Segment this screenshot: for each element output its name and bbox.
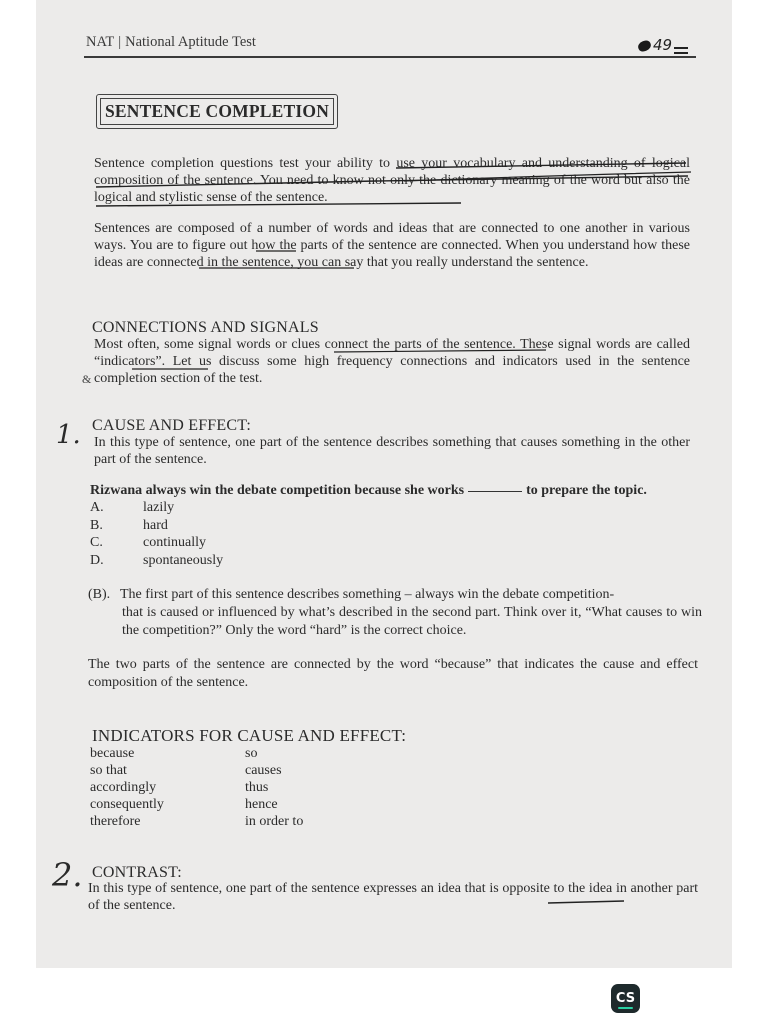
margin-number-1: 1. [56, 420, 81, 450]
scanned-page [36, 0, 732, 968]
answer-rest: that is caused or influenced by what’s described in the second part. Think over it, “What causes to win the competition?” Only the word “hard” is the correct choice. [122, 605, 702, 638]
camscanner-logo [611, 984, 640, 1013]
section-title-box [96, 94, 338, 129]
example-question [90, 483, 696, 499]
indicator-word: in order to [245, 814, 304, 829]
indicator-word: hence [245, 797, 278, 812]
summary-paragraph [88, 656, 698, 692]
running-header [86, 34, 256, 51]
indicators-left-column [90, 745, 164, 830]
intro-paragraph-1 [94, 155, 690, 206]
ink-blot-icon [637, 39, 653, 53]
indicator-word: because [90, 746, 135, 761]
indicator-word: so that [90, 763, 127, 778]
answer-explanation [88, 586, 702, 640]
header-separator: | [118, 34, 122, 50]
margin-number-2: 2. [52, 856, 83, 894]
indicator-word: therefore [90, 814, 141, 829]
connections-text: Most often, some signal words or clues connect the parts of the sentence. These signal words are called “indicators”. Let us discuss some high frequency connections and indicators used in the sentence completion section of the test. [94, 337, 690, 386]
answer-options [90, 500, 223, 570]
indicators-heading: INDICATORS FOR CAUSE AND EFFECT: [92, 726, 407, 745]
option-b: B. hard [90, 517, 168, 533]
answer-label: (B). [88, 587, 111, 602]
connections-heading: CONNECTIONS AND SIGNALS [92, 319, 319, 336]
cause-effect-text: In this type of sentence, one part of the sentence describes something that causes something in the other part of the sentence. [94, 435, 690, 467]
intro-p1-text: Sentence completion questions test your ability to use your vocabulary and understanding of logical composition of the sentence. You need to know not only the dictionary meaning of the word but also the logical and stylistic sense of the sentence. [94, 156, 690, 205]
indicators-right-column [245, 745, 303, 830]
option-a: A. lazily [90, 500, 175, 515]
question-start: Rizwana always win the debate competition because she works [90, 483, 465, 498]
contrast-heading: CONTRAST: [92, 864, 182, 881]
logo-accent-bar [618, 1007, 633, 1009]
page-number-text: 49 [653, 36, 673, 54]
connections-paragraph [94, 336, 690, 387]
option-c: C. continually [90, 535, 206, 550]
book-code: NAT [86, 34, 115, 50]
cause-effect-heading: CAUSE AND EFFECT: [92, 417, 252, 434]
indicator-word: causes [245, 763, 282, 778]
section-title: SENTENCE COMPLETION [100, 98, 334, 125]
intro-paragraph-2 [94, 220, 690, 271]
cause-effect-paragraph [94, 434, 690, 468]
intro-p2-text: Sentences are composed of a number of words and ideas that are connected to one another in various ways. You are to figure out how the parts of the sentence are connected. When you understand how these ideas are connected in the sentence, you can say that you really understand the sentence. [94, 221, 690, 270]
ink-mark-icon [674, 47, 688, 54]
contrast-text: In this type of sentence, one part of the sentence expresses an idea that is opposite to the idea in another part of the sentence. [88, 881, 698, 913]
summary-text: The two parts of the sentence are connected by the word “because” that indicates the cause and effect composition of the sentence. [88, 657, 698, 690]
indicator-word: thus [245, 780, 269, 795]
contrast-paragraph [88, 880, 698, 914]
indicator-word: accordingly [90, 780, 157, 795]
margin-mark: & [82, 372, 92, 386]
question-blank [468, 491, 522, 492]
option-d: D. spontaneously [90, 552, 224, 568]
indicator-word: consequently [90, 797, 164, 812]
page-number [638, 36, 688, 54]
indicator-word: so [245, 746, 258, 761]
book-title: National Aptitude Test [125, 34, 256, 50]
question-end: to prepare the topic. [526, 483, 647, 498]
logo-text: CS [615, 991, 636, 1006]
answer-first-line: The first part of this sentence describes something – always win the debate competition- [120, 587, 615, 602]
header-rule [84, 56, 696, 58]
